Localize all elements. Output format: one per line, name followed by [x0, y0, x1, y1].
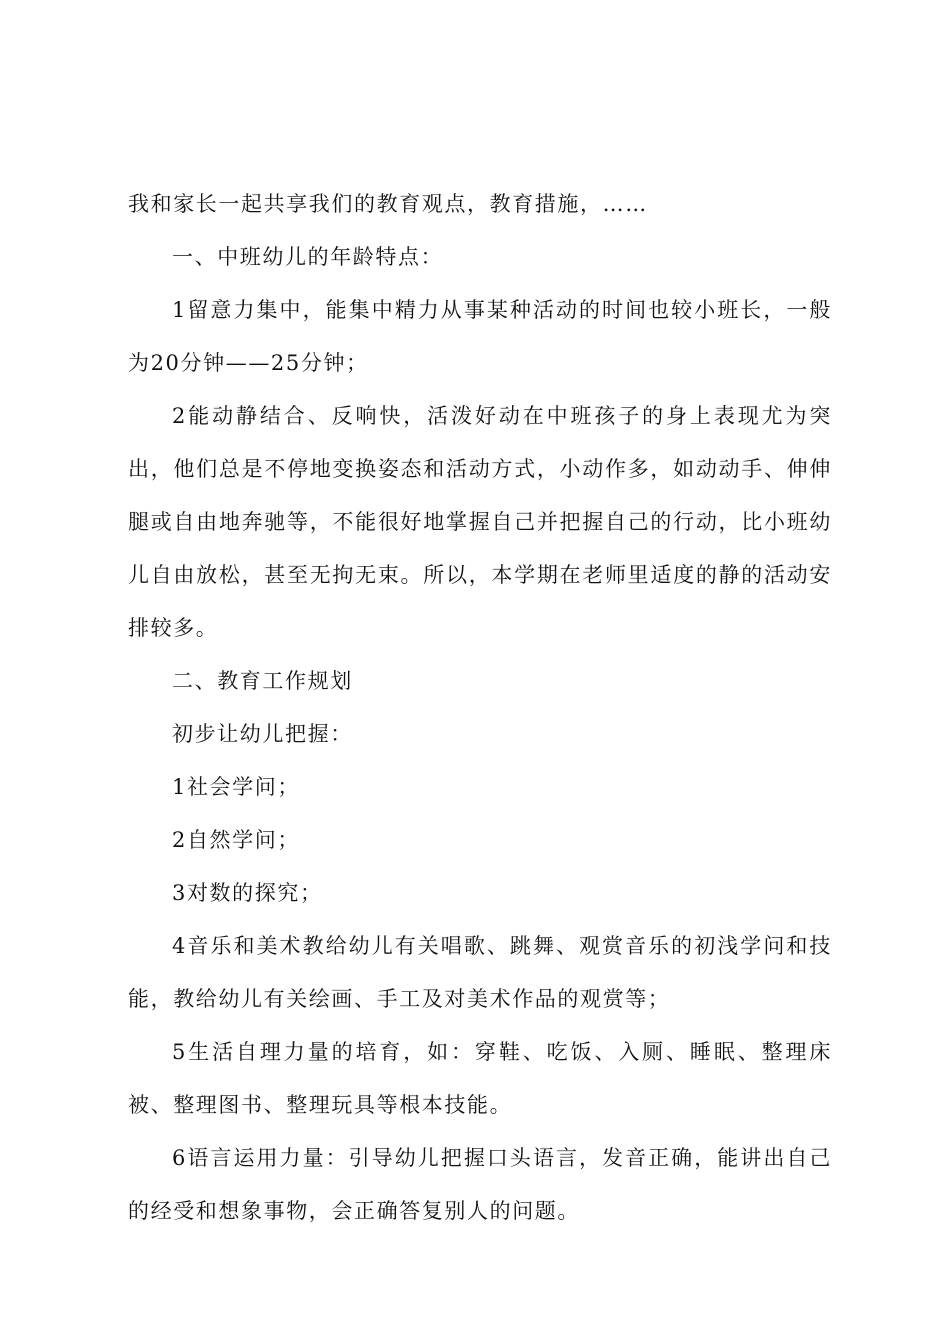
paragraph-attention: 1留意力集中，能集中精力从事某种活动的时间也较小班长，一般为20分钟——25分钟；: [128, 298, 832, 375]
paragraph-intro: 我和家长一起共享我们的教育观点，教育措施，……: [128, 192, 648, 216]
list-item-numbers: 3对数的探究；: [172, 881, 323, 905]
document-body: [128, 178, 832, 1238]
paragraph-initial-goals: 初步让幼儿把握：: [172, 722, 353, 746]
list-item-music-art: 4音乐和美术教给幼儿有关唱歌、跳舞、观赏音乐的初浅学问和技能，教给幼儿有关绘画、手工及对美术作品的观赏等；: [128, 934, 832, 1011]
paragraph-activity: 2能动静结合、反响快，活泼好动在中班孩子的身上表现尤为突出，他们总是不停地变换姿态和活动方式，小动作多，如动动手、伸伸腿或自由地奔驰等，不能很好地掌握自己并把握自己的行动，比小班幼儿自由放松，甚至无拘无束。所以，本学期在老师里适度的静的活动安排较多。: [128, 404, 832, 640]
list-item-social: 1社会学问；: [172, 775, 300, 799]
heading-age-characteristics: 一、中班幼儿的年龄特点：: [172, 245, 444, 269]
list-item-language: 6语言运用力量：引导幼儿把握口头语言，发音正确，能讲出自己的经受和想象事物，会正确答复别人的问题。: [128, 1146, 832, 1223]
heading-education-plan: 二、教育工作规划: [172, 669, 353, 693]
list-item-self-care: 5生活自理力量的培育，如：穿鞋、吃饭、入厕、睡眠、整理床被、整理图书、整理玩具等根本技能。: [128, 1040, 832, 1117]
list-item-nature: 2自然学问；: [172, 828, 300, 852]
